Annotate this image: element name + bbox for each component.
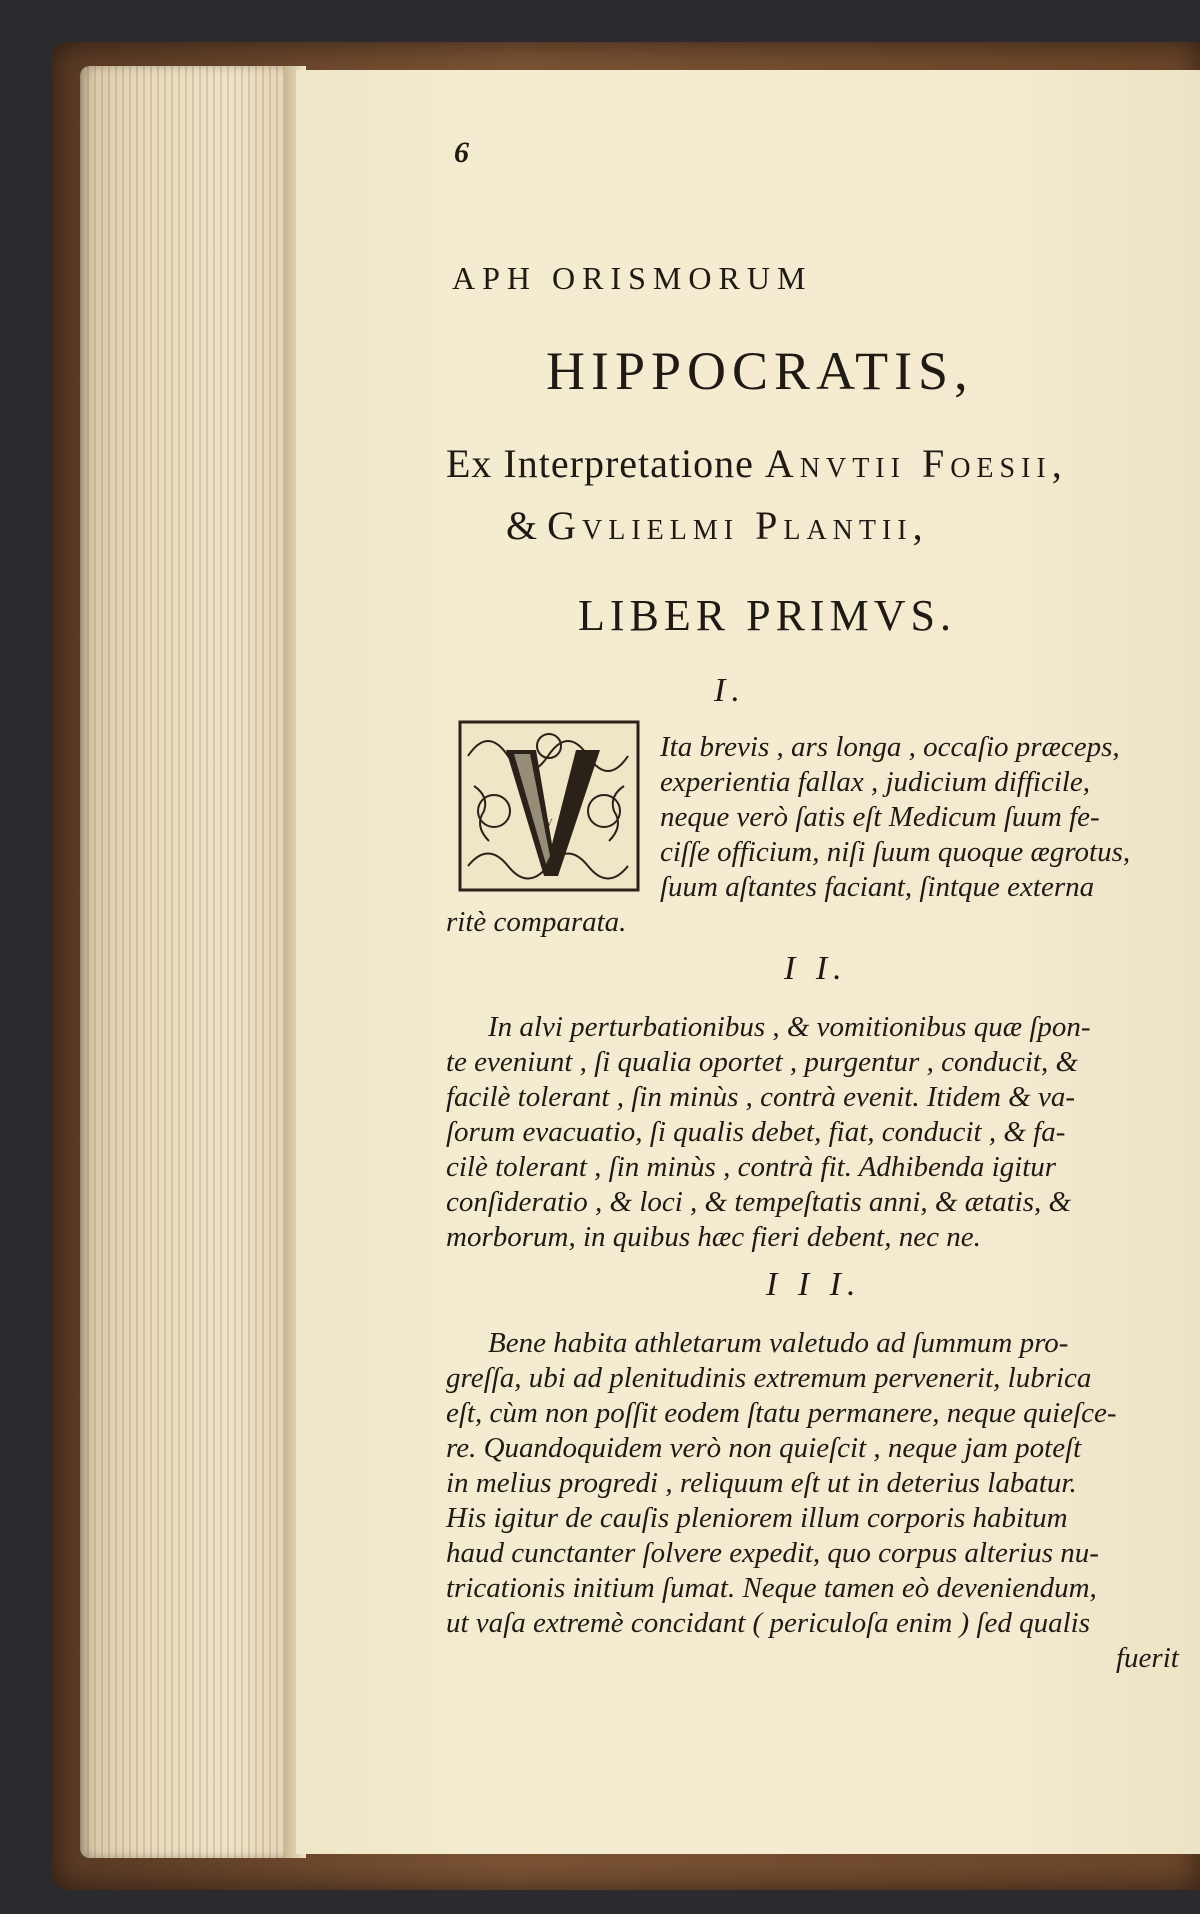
aphorism-3-line-1: Bene habita athletarum valetudo ad ſummum pro- — [488, 1327, 1069, 1359]
aphorism-numeral: I I I. — [766, 1266, 862, 1303]
aphorism-2-line-4: ſorum evacuatio, ſi qualis debet, fiat, conducit , & fa- — [446, 1116, 1066, 1148]
aphorism-numeral: I. — [714, 672, 746, 709]
aphorism-2-line-7: morborum, in quibus hæc fieri debent, nec ne. — [446, 1221, 981, 1253]
aphorism-3-line-4: re. Quandoquidem verò non quieſcit , neque jam poteſt — [446, 1432, 1082, 1464]
aphorism-1-line-5: ſuum aſtantes faciant, ſintque externa — [660, 871, 1095, 903]
initial-letter: V — [545, 818, 553, 829]
interpretation-line-1 — [446, 440, 1068, 487]
aphorism-2-line-1: In alvi perturbationibus , & vomitionibus quæ ſpon- — [488, 1011, 1091, 1043]
book-heading: LIBER PRIMVS. — [578, 591, 956, 640]
aphorism-3-line-5: in melius progredi , reliquum eſt ut in deterius labatur. — [446, 1467, 1077, 1499]
aphorism-2-line-2: te eveniunt , ſi qualia oportet , purgentur , conducit, & — [446, 1046, 1078, 1078]
decorated-initial-image — [454, 716, 644, 896]
interpretation-prefix: Ex Interpretatione — [446, 441, 765, 486]
page-edges — [80, 66, 296, 1858]
translator-name-1: Anvtii Foesii, — [764, 441, 1068, 486]
aphorism-3-line-2: greſſa, ubi ad plenitudinis extremum pervenerit, lubrica — [446, 1362, 1092, 1394]
aphorism-1-line-6: ritè comparata. — [446, 906, 627, 938]
decorated-initial-svg — [454, 716, 644, 896]
aphorism-2-line-5: cilè tolerant , ſin minùs , contrà fit. Adhibenda igitur — [446, 1151, 1057, 1183]
aphorism-3-catchword: fuerit — [1116, 1642, 1179, 1674]
aphorism-1-line-2: experientia fallax , judicium difficile, — [660, 766, 1091, 798]
aphorism-1-line-1: Ita brevis , ars longa , occaſio præceps, — [660, 731, 1120, 763]
aphorism-3-line-9: ut vaſa extremè concidant ( periculoſa enim ) ſed qualis — [446, 1607, 1091, 1639]
aphorism-3-line-6: His igitur de cauſis pleniorem illum corporis habitum — [446, 1502, 1068, 1534]
aphorism-1-line-3: neque verò ſatis eſt Medicum ſuum fe- — [660, 801, 1100, 833]
title-line-1: APH ORISMORUM — [452, 260, 813, 296]
interpretation-line-2 — [506, 502, 929, 549]
interpretation-and: & — [506, 503, 548, 548]
translator-name-2: Gvlielmi Plantii, — [547, 503, 929, 548]
aphorism-3-line-8: tricationis initium ſumat. Neque tamen eò deveniendum, — [446, 1572, 1097, 1604]
aphorism-numeral: I I. — [784, 950, 848, 987]
page-number: 6 — [454, 136, 469, 169]
title-line-2: HIPPOCRATIS, — [546, 341, 974, 401]
aphorism-3-line-3: eſt, cùm non poſſit eodem ſtatu permanere, neque quieſce- — [446, 1397, 1117, 1429]
aphorism-3-line-7: haud cunctanter ſolvere expedit, quo corpus alterius nu- — [446, 1537, 1099, 1569]
aphorism-2-line-3: facilè tolerant , ſin minùs , contrà evenit. Itidem & va- — [446, 1081, 1076, 1113]
book-page — [296, 70, 1200, 1854]
aphorism-1-line-4: ciſſe officium, niſi ſuum quoque ægrotus, — [660, 836, 1131, 868]
aphorism-2-line-6: conſideratio , & loci , & tempeſtatis anni, & ætatis, & — [446, 1186, 1072, 1218]
